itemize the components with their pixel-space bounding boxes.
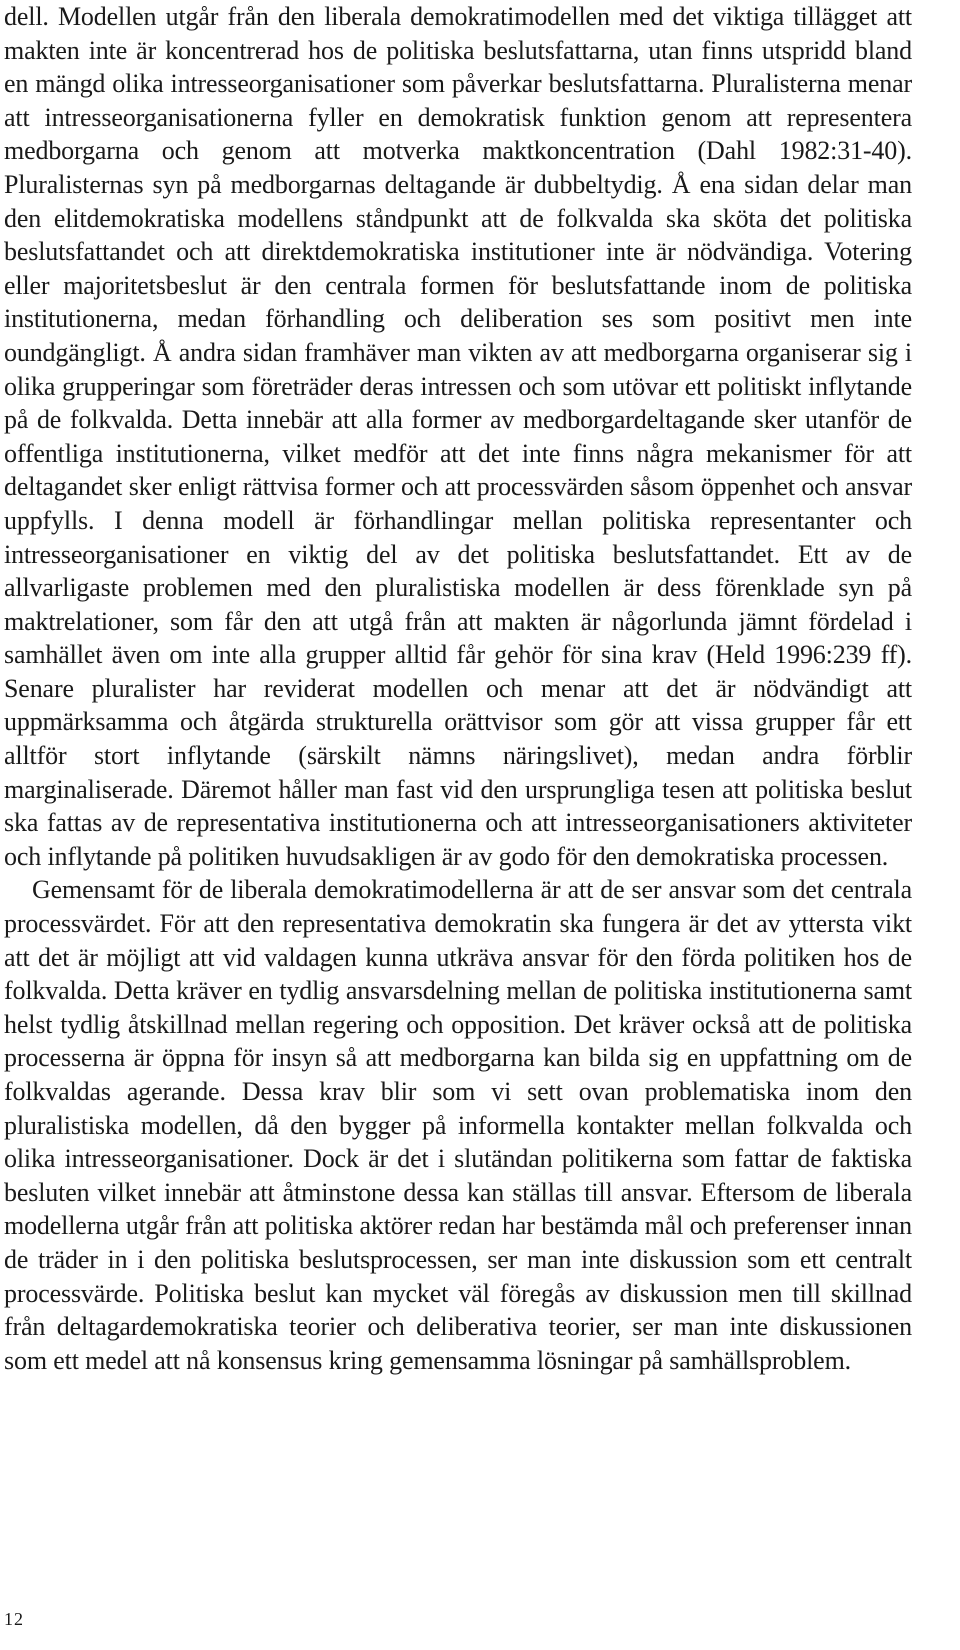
page-number: 12: [4, 1609, 24, 1629]
body-paragraph-1: dell. Modellen utgår från den liberala demokratimodellen med det viktiga tillägget att makten inte är koncentrerad hos de politiska beslutsfattarna, utan finns utspridd bland en mängd olika intresseorganisationer som påverkar beslutsfattarna. Pluralisterna menar att intresseorganisationerna fyller en demokratisk funktion genom att representera medborgarna och genom att motverka maktkoncentration (Dahl 1982:31-40). Pluralisternas syn på medborgarnas deltagande är dubbeltydig. Å ena sidan delar man den elitdemokratiska modellens ståndpunkt att de folkvalda ska sköta det politiska beslutsfattandet och att direktdemokratiska institutioner inte är nödvändiga. Votering eller majoritetsbeslut är den centrala formen för beslutsfattande inom de politiska institutionerna, medan förhandling och deliberation ses som positivt men inte oundgängligt. Å andra sidan framhäver man vikten av att medborgarna organiserar sig i olika grupperingar som företräder deras intressen och som utövar ett politiskt inflytande på de folkvalda. Detta innebär att alla former av medborgardeltagande sker utanför de offentliga institutionerna, vilket medför att det inte finns några mekanismer för att deltagandet sker enligt rättvisa former och att processvärden såsom öppenhet och ansvar uppfylls. I denna modell är förhandlingar mellan politiska representanter och intresseorganisationer en viktig del av det politiska beslutsfattandet. Ett av de allvarligaste problemen med den pluralistiska modellen är dess förenklade syn på maktrelationer, som får den att utgå från att makten är någorlunda jämnt fördelad i samhället även om inte alla grupper alltid får gehör för sina krav (Held 1996:239 ff). Senare pluralister har reviderat modellen och menar att det är nödvändigt att uppmärksamma och åtgärda strukturella orättvisor som gör att vissa grupper får ett alltför stort inflytande (särskilt nämns näringslivet), medan andra förblir marginaliserade. Däremot håller man fast vid den ursprungliga tesen att politiska beslut ska fattas av de representativa institutionerna och att intresseorganisationers aktiviteter och inflytande på politiken huvudsakligen är av godo för den demokratiska processen.: [4, 2, 912, 871]
body-paragraph-2: Gemensamt för de liberala demokratimodellerna är att de ser ansvar som det centrala processvärdet. För att den representativa demokratin ska fungera är det av yttersta vikt att det är möjligt att vid valdagen kunna utkräva ansvar för den förda politiken hos de folkvalda. Detta kräver en tydlig ansvarsdelning mellan de politiska institutionerna samt helst tydlig åtskillnad mellan regering och opposition. Det kräver också att de politiska processerna är öppna för insyn så att medborgarna kan bilda sig en uppfattning om de folkvaldas agerande. Dessa krav blir som vi sett ovan problematiska inom den pluralistiska modellen, då den bygger på informella kontakter mellan folkvalda och olika intresseorganisationer. Dock är det i slutändan politikerna som fattar de faktiska besluten vilket innebär att åtminstone dessa kan ställas till ansvar. Eftersom de liberala modellerna utgår från att politiska aktörer redan har bestämda mål och preferenser innan de träder in i den politiska beslutsprocessen, ser man inte diskussion som ett centralt processvärde. Politiska beslut kan mycket väl föregås av diskussion men till skillnad från deltagardemokratiska teorier och deliberativa teorier, ser man inte diskussionen som ett medel att nå konsensus kring gemensamma lösningar på samhällsproblem.: [4, 875, 912, 1375]
page-body: [4, 0, 912, 1377]
